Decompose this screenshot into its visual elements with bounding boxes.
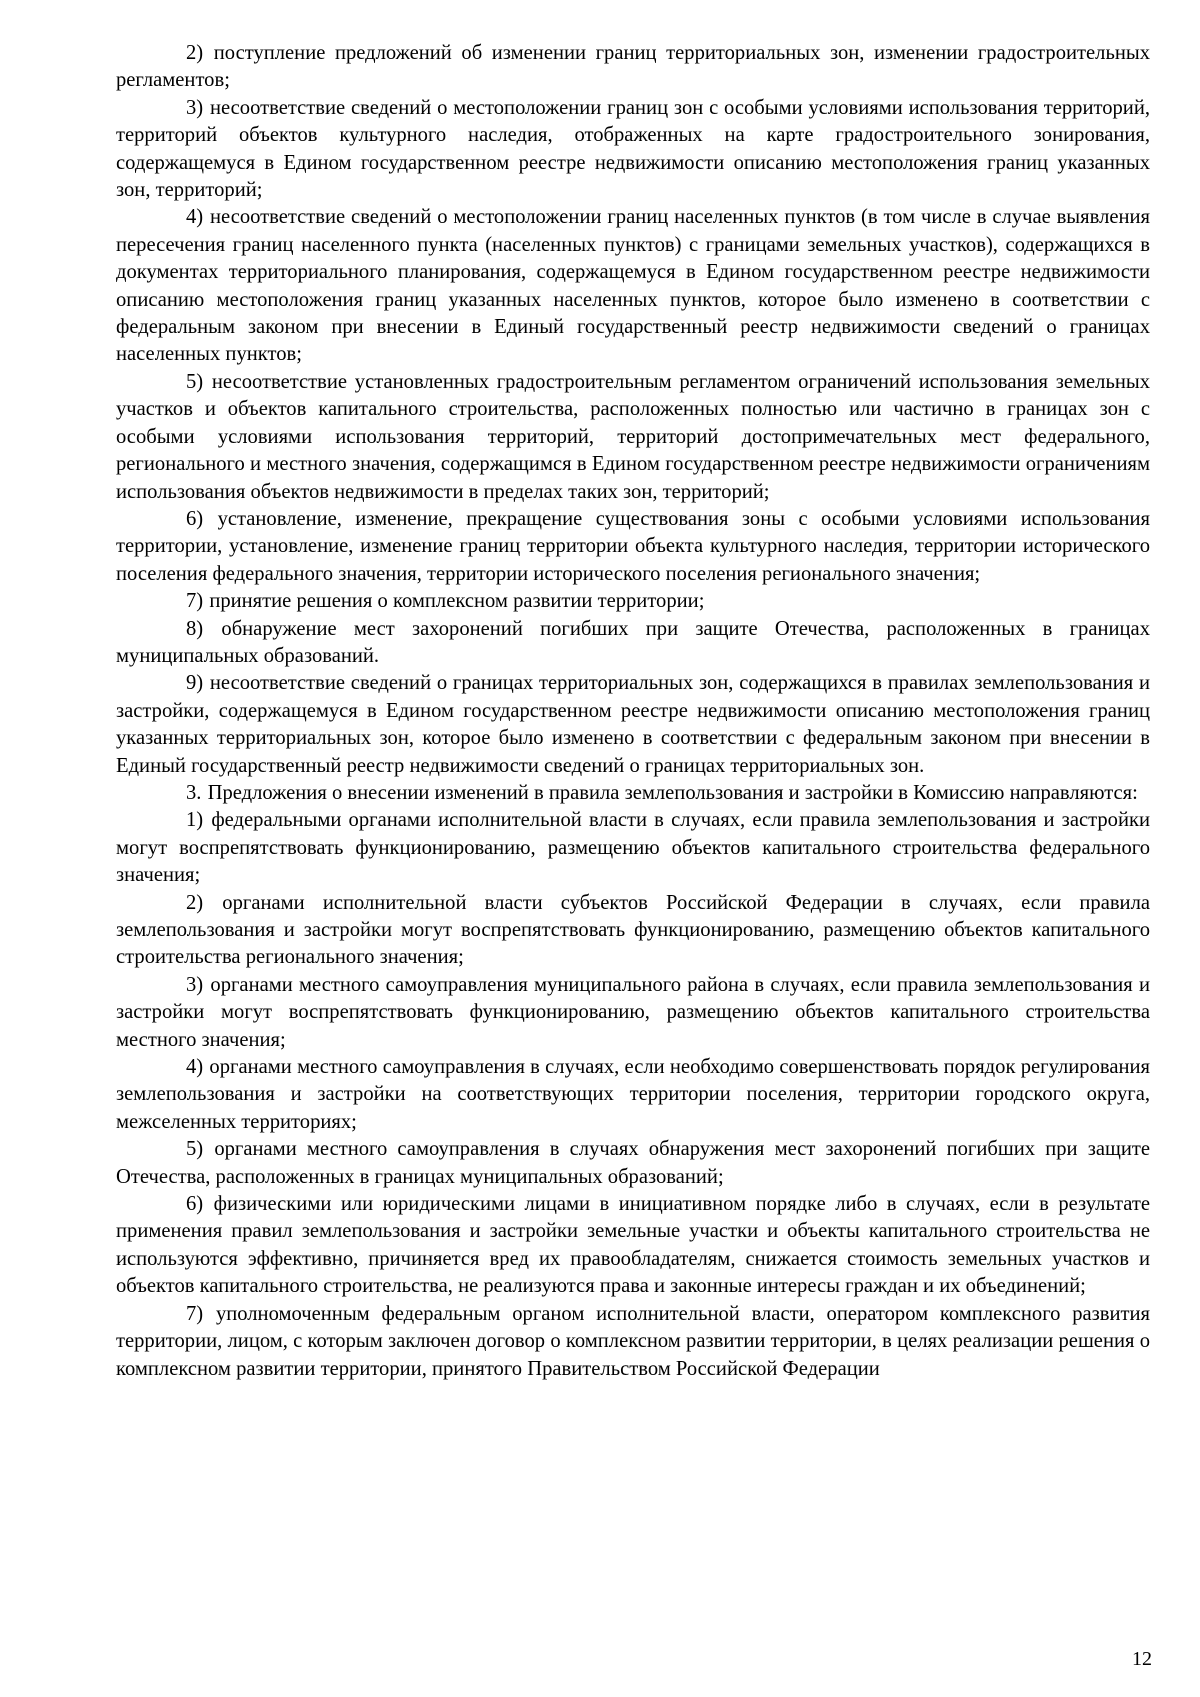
paragraph-text: органами местного самоуправления в случаях, если необходимо совершенствовать порядок регулирования землепользования и застройки на соответствующих территории поселения, территории городского округа, межселенных территориях;	[116, 1056, 1150, 1133]
document-body	[116, 40, 1150, 1383]
paragraph-number: 5)	[186, 370, 204, 393]
paragraph	[116, 807, 1150, 889]
paragraph-number: 3)	[186, 96, 204, 119]
paragraph	[116, 616, 1150, 671]
paragraph-text: поступление предложений об изменении границ территориальных зон, изменении градостроительных регламентов;	[116, 42, 1151, 92]
paragraph-number: 8)	[186, 617, 204, 640]
section-paragraph	[116, 780, 1150, 807]
paragraph-text: несоответствие сведений о местоположении границ зон с особыми условиями использования территорий, территорий объектов культурного наследия, отображенных на карте градостроительного зонирования, содержащемуся в Едином государственном реестре недвижимости описанию местоположения границ указанных зон, территорий;	[116, 96, 1150, 202]
paragraph-text: принятие решения о комплексном развитии территории;	[209, 590, 705, 613]
paragraph	[116, 1054, 1150, 1136]
paragraph-text: физическими или юридическими лицами в инициативном порядке либо в случаях, если в результате применения правил землепользования и застройки земельные участки и объекты капитального строительства не используются эффективно, причиняется вред их правообладателям, снижается стоимость земельных участков и объектов капитального строительства, не реализуются права и законные интересы граждан и их объединений;	[116, 1193, 1150, 1298]
paragraph	[116, 506, 1150, 588]
paragraph	[116, 95, 1150, 205]
paragraph-number: 9)	[186, 672, 204, 695]
paragraph-number: 3)	[186, 973, 204, 996]
paragraph	[116, 1301, 1150, 1383]
paragraph	[116, 1136, 1150, 1191]
paragraph-number: 4)	[186, 1056, 204, 1079]
paragraph-text: уполномоченным федеральным органом исполнительной власти, оператором комплексного развития территории, лицом, с которым заключен договор о комплексном развитии территории, в целях реализации решения о комплексном развитии территории, принятого Правительством Российской Федерации	[116, 1302, 1151, 1380]
paragraph	[116, 40, 1150, 95]
paragraph-number: 6)	[186, 1193, 204, 1216]
paragraph-text: органами исполнительной власти субъектов Российской Федерации в случаях, если правила землепользования и застройки могут воспрепятствовать функционированию, размещению объектов капитального строительства регионального значения;	[116, 891, 1150, 969]
paragraph-text: федеральными органами исполнительной власти в случаях, если правила землепользования и застройки могут воспрепятствовать функционированию, размещению объектов капитального строительства федерального значения;	[116, 809, 1150, 887]
paragraph-number: 2)	[186, 42, 204, 64]
paragraph-text: Предложения о внесении изменений в правила землепользования и застройки в Комиссию направляются:	[207, 781, 1138, 804]
paragraph-number: 1)	[186, 809, 204, 832]
paragraph-number: 7)	[186, 590, 204, 613]
paragraph-text: несоответствие сведений о местоположении границ населенных пунктов (в том числе в случае выявления пересечения границ населенного пункта (населенных пунктов) с границами земельных участков), содержащихся в документах территориального планирования, содержащемуся в Едином государственном реестре недвижимости описанию местоположения границ указанных населенных пунктов, которое было изменено в соответствии с федеральным законом при внесении в Единый государственный реестр недвижимости сведений о границах населенных пунктов;	[116, 206, 1151, 366]
page-number: 12	[1132, 1648, 1152, 1670]
paragraph	[116, 369, 1150, 506]
paragraph	[116, 890, 1150, 972]
paragraph-text: несоответствие сведений о границах территориальных зон, содержащихся в правилах землепользования и застройки, содержащемуся в Едином государственном реестре недвижимости описанию местоположения границ указанных территориальных зон, которое было изменено в соответствии с федеральным законом при внесении в Единый государственный реестр недвижимости сведений о границах территориальных зон.	[116, 672, 1150, 777]
paragraph	[116, 670, 1150, 780]
paragraph-number: 4)	[186, 206, 204, 229]
paragraph-number: 2)	[186, 891, 204, 914]
paragraph	[116, 1191, 1150, 1301]
paragraph-text: органами местного самоуправления муниципального района в случаях, если правила землепользования и застройки могут воспрепятствовать функционированию, размещению объектов капитального строительства местного значения;	[116, 973, 1150, 1051]
paragraph-number: 3.	[186, 781, 202, 804]
paragraph	[116, 972, 1150, 1054]
paragraph-text: обнаружение мест захоронений погибших при защите Отечества, расположенных в границах муниципальных образований.	[116, 617, 1150, 667]
paragraph-text: органами местного самоуправления в случаях обнаружения мест захоронений погибших при защите Отечества, расположенных в границах муниципальных образований;	[116, 1138, 1150, 1188]
paragraph-number: 5)	[186, 1138, 204, 1161]
paragraph-text: установление, изменение, прекращение существования зоны с особыми условиями использования территории, установление, изменение границ территории объекта культурного наследия, территории исторического поселения федерального значения, территории исторического поселения регионального значения;	[116, 507, 1150, 585]
paragraph	[116, 588, 1150, 615]
paragraph-number: 6)	[186, 507, 204, 530]
paragraph-number: 7)	[186, 1302, 204, 1325]
paragraph-text: несоответствие установленных градостроительным регламентом ограничений использования земельных участков и объектов капитального строительства, расположенных полностью или частично в границах зон с особыми условиями использования территорий, территорий достопримечательных мест федерального, регионального и местного значения, содержащимся в Едином государственном реестре недвижимости ограничениям использования объектов недвижимости в пределах таких зон, территорий;	[116, 370, 1151, 503]
paragraph	[116, 204, 1150, 368]
